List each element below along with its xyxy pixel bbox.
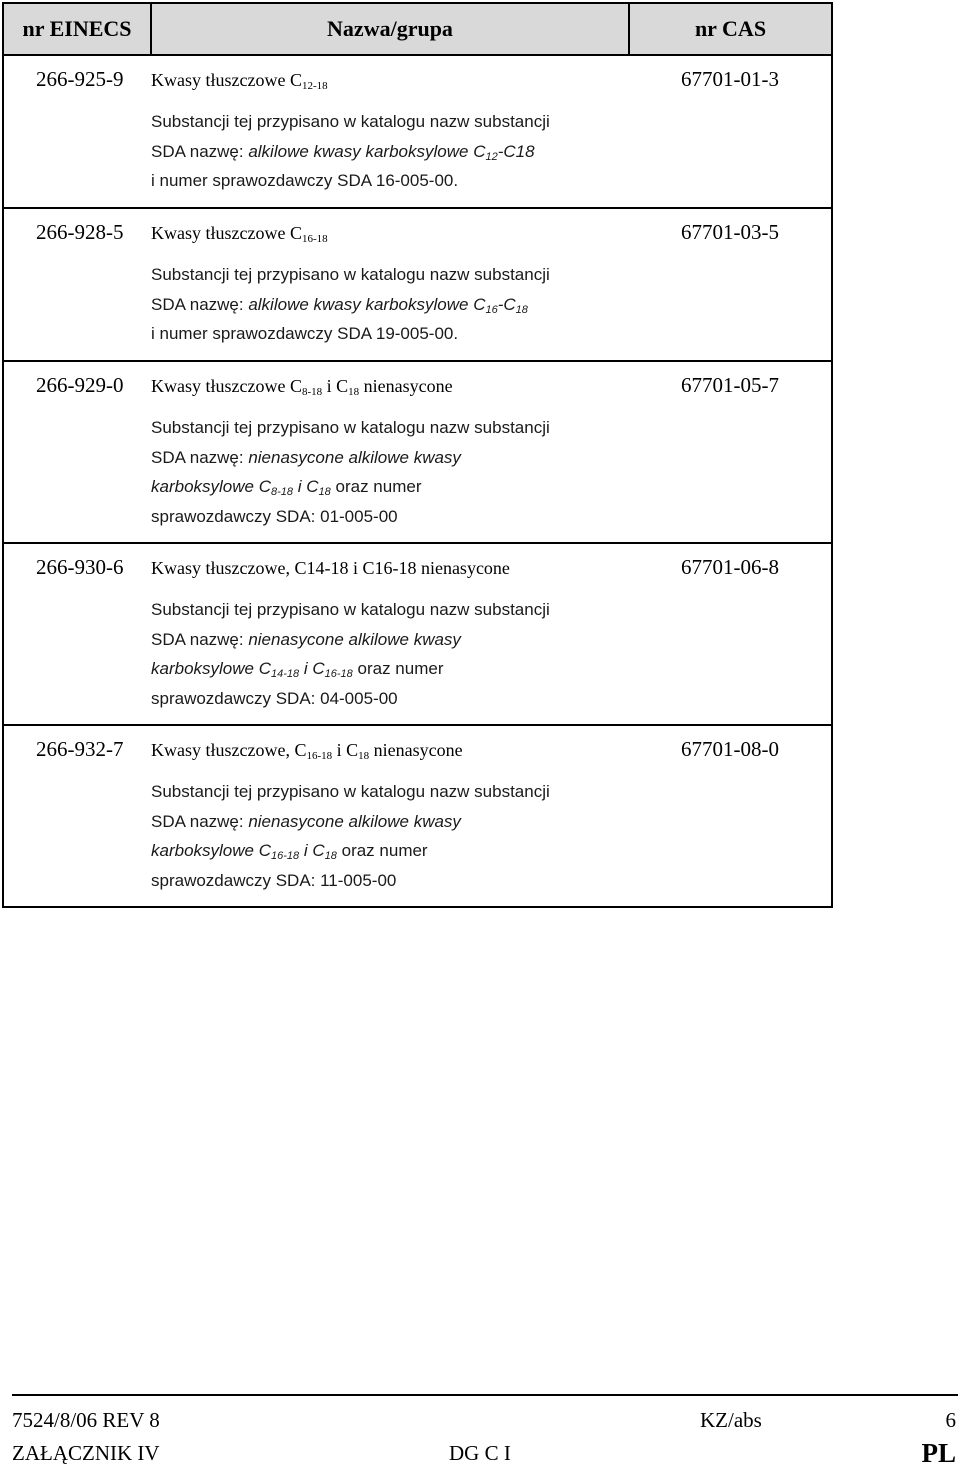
description-line: SDA nazwę: alkilowe kwasy karboksylowe $C_{16}-C_{18}$ bbox=[151, 294, 528, 316]
description-line: i numer sprawozdawczy SDA 16-005-00. bbox=[151, 171, 459, 190]
document-reference: 7524/8/06 REV 8 bbox=[12, 1408, 160, 1432]
description-line: karboksylowe $C_{8-18}$ i $C_{18}$ oraz numer bbox=[151, 477, 422, 498]
description-line: sprawozdawczy SDA: 04-005-00 bbox=[151, 688, 398, 708]
substance-title: Kwasy tłuszczowe $C_{16-18}$ bbox=[151, 223, 328, 245]
cas-number: 67701-06-8 bbox=[629, 543, 832, 725]
description-line: Substancji tej przypisano w katalogu nazw substancji bbox=[151, 782, 550, 801]
header-einecs: nr EINECS bbox=[3, 3, 151, 55]
directorate-label: DG C I bbox=[449, 1441, 511, 1465]
einecs-number: 266-929-0 bbox=[3, 361, 151, 543]
description-line: sprawozdawczy SDA: 01-005-00 bbox=[151, 506, 398, 526]
substances-table bbox=[2, 2, 833, 908]
description-line: SDA nazwę: nienasycone alkilowe kwasy bbox=[151, 629, 461, 649]
footer-row-top bbox=[12, 1396, 958, 1432]
table-row bbox=[3, 208, 832, 361]
substance-title: Kwasy tłuszczowe $C_{8-18}$ i $C_{18}$ nienasycone bbox=[151, 376, 453, 398]
einecs-number: 266-928-5 bbox=[3, 208, 151, 361]
cas-number: 67701-01-3 bbox=[629, 55, 832, 208]
substance-description bbox=[151, 777, 629, 895]
table-header-row bbox=[3, 3, 832, 55]
table-row bbox=[3, 361, 832, 543]
author-initials: KZ/abs bbox=[700, 1408, 762, 1432]
substance-description bbox=[151, 260, 629, 349]
description-line: i numer sprawozdawczy SDA 19-005-00. bbox=[151, 324, 459, 343]
description-line: SDA nazwę: nienasycone alkilowe kwasy bbox=[151, 811, 461, 831]
substance-description bbox=[151, 107, 629, 196]
substance-description bbox=[151, 413, 629, 531]
header-cas: nr CAS bbox=[629, 3, 832, 55]
page-footer bbox=[12, 1394, 958, 1468]
annex-label: ZAŁĄCZNIK IV bbox=[12, 1441, 160, 1465]
cas-number: 67701-08-0 bbox=[629, 725, 832, 907]
description-line: SDA nazwę: alkilowe kwasy karboksylowe $C_{12}-C18$ bbox=[151, 141, 535, 163]
description-line: karboksylowe $C_{14-18}$ i $C_{16-18}$ oraz numer bbox=[151, 659, 444, 680]
cas-number: 67701-03-5 bbox=[629, 208, 832, 361]
description-line: Substancji tej przypisano w katalogu nazw substancji bbox=[151, 265, 550, 284]
substance-title: Kwasy tłuszczowe, $C_{16-18}$ i $C_{18}$ nienasycone bbox=[151, 740, 463, 762]
description-line: Substancji tej przypisano w katalogu nazw substancji bbox=[151, 418, 550, 437]
description-line: karboksylowe $C_{16-18}$ i $C_{18}$ oraz numer bbox=[151, 841, 428, 862]
description-line: SDA nazwę: nienasycone alkilowe kwasy bbox=[151, 447, 461, 467]
table-row bbox=[3, 55, 832, 208]
substance-name-cell bbox=[151, 725, 629, 907]
substance-title: Kwasy tłuszczowe, C14-18 i C16-18 nienasycone bbox=[151, 558, 510, 578]
substance-name-cell bbox=[151, 208, 629, 361]
einecs-number: 266-930-6 bbox=[3, 543, 151, 725]
cas-number: 67701-05-7 bbox=[629, 361, 832, 543]
substance-description bbox=[151, 595, 629, 713]
einecs-number: 266-925-9 bbox=[3, 55, 151, 208]
substance-name-cell bbox=[151, 543, 629, 725]
description-line: Substancji tej przypisano w katalogu nazw substancji bbox=[151, 112, 550, 131]
table-row bbox=[3, 543, 832, 725]
footer-row-bottom bbox=[12, 1429, 958, 1468]
page-number: 6 bbox=[945, 1408, 956, 1432]
language-code: PL bbox=[921, 1438, 956, 1468]
description-line: Substancji tej przypisano w katalogu nazw substancji bbox=[151, 600, 550, 619]
substance-title: Kwasy tłuszczowe $C_{12-18}$ bbox=[151, 70, 328, 92]
table-row bbox=[3, 725, 832, 907]
einecs-number: 266-932-7 bbox=[3, 725, 151, 907]
substance-name-cell bbox=[151, 55, 629, 208]
header-name: Nazwa/grupa bbox=[151, 3, 629, 55]
description-line: sprawozdawczy SDA: 11-005-00 bbox=[151, 870, 397, 890]
substance-name-cell bbox=[151, 361, 629, 543]
